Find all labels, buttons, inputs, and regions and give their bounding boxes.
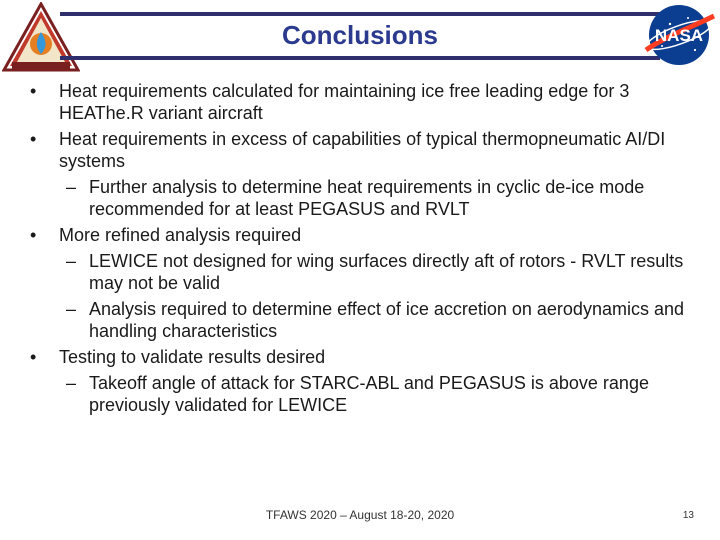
bullet-1 (30, 80, 690, 124)
sub-bullet-marker: – (66, 373, 77, 393)
sub-bullet-marker: – (66, 299, 77, 319)
sub-bullet-2-1 (30, 176, 690, 220)
sub-bullet-3-1 (30, 250, 690, 294)
slide-content (30, 76, 690, 416)
bullet-marker: • (30, 225, 37, 245)
sub-bullet-4-1 (30, 372, 690, 416)
sub-bullet-text: Takeoff angle of attack for STARC-ABL and PEGASUS is above range previously validated for LEWICE (89, 373, 649, 415)
slide-footer: TFAWS 2020 – August 18-20, 2020 (265, 508, 455, 522)
bullet-2 (30, 128, 690, 172)
nasa-meatball-icon (640, 2, 718, 68)
bullet-text: Testing to validate results desired (59, 347, 326, 367)
bullet-marker: • (30, 129, 37, 149)
title-bar (60, 12, 660, 60)
sub-bullet-3-2 (30, 298, 690, 342)
bullet-text: Heat requirements in excess of capabilities of typical thermopneumatic AI/DI systems (59, 129, 666, 171)
nasa-logo-text: NASA (654, 26, 704, 45)
slide-title: Conclusions (281, 20, 438, 50)
sub-bullet-text: LEWICE not designed for wing surfaces directly aft of rotors - RVLT results may not be valid (89, 251, 684, 293)
bullet-marker: • (30, 81, 37, 101)
bullet-text: Heat requirements calculated for maintaining ice free leading edge for 3 HEAThe.R variant aircraft (59, 81, 630, 123)
bullet-4 (30, 346, 690, 368)
page-number: 13 (682, 510, 694, 521)
bullet-text: More refined analysis required (59, 225, 302, 245)
sub-bullet-marker: – (66, 251, 77, 271)
sub-bullet-marker: – (66, 177, 77, 197)
sub-bullet-text: Analysis required to determine effect of ice accretion on aerodynamics and handling characteristics (89, 299, 684, 341)
sub-bullet-text: Further analysis to determine heat requirements in cyclic de-ice mode recommended for at least PEGASUS and RVLT (89, 177, 645, 219)
title-rule-top (60, 12, 660, 16)
title-rule-bottom (60, 56, 660, 60)
bullet-marker: • (30, 347, 37, 367)
bullet-3 (30, 224, 690, 246)
